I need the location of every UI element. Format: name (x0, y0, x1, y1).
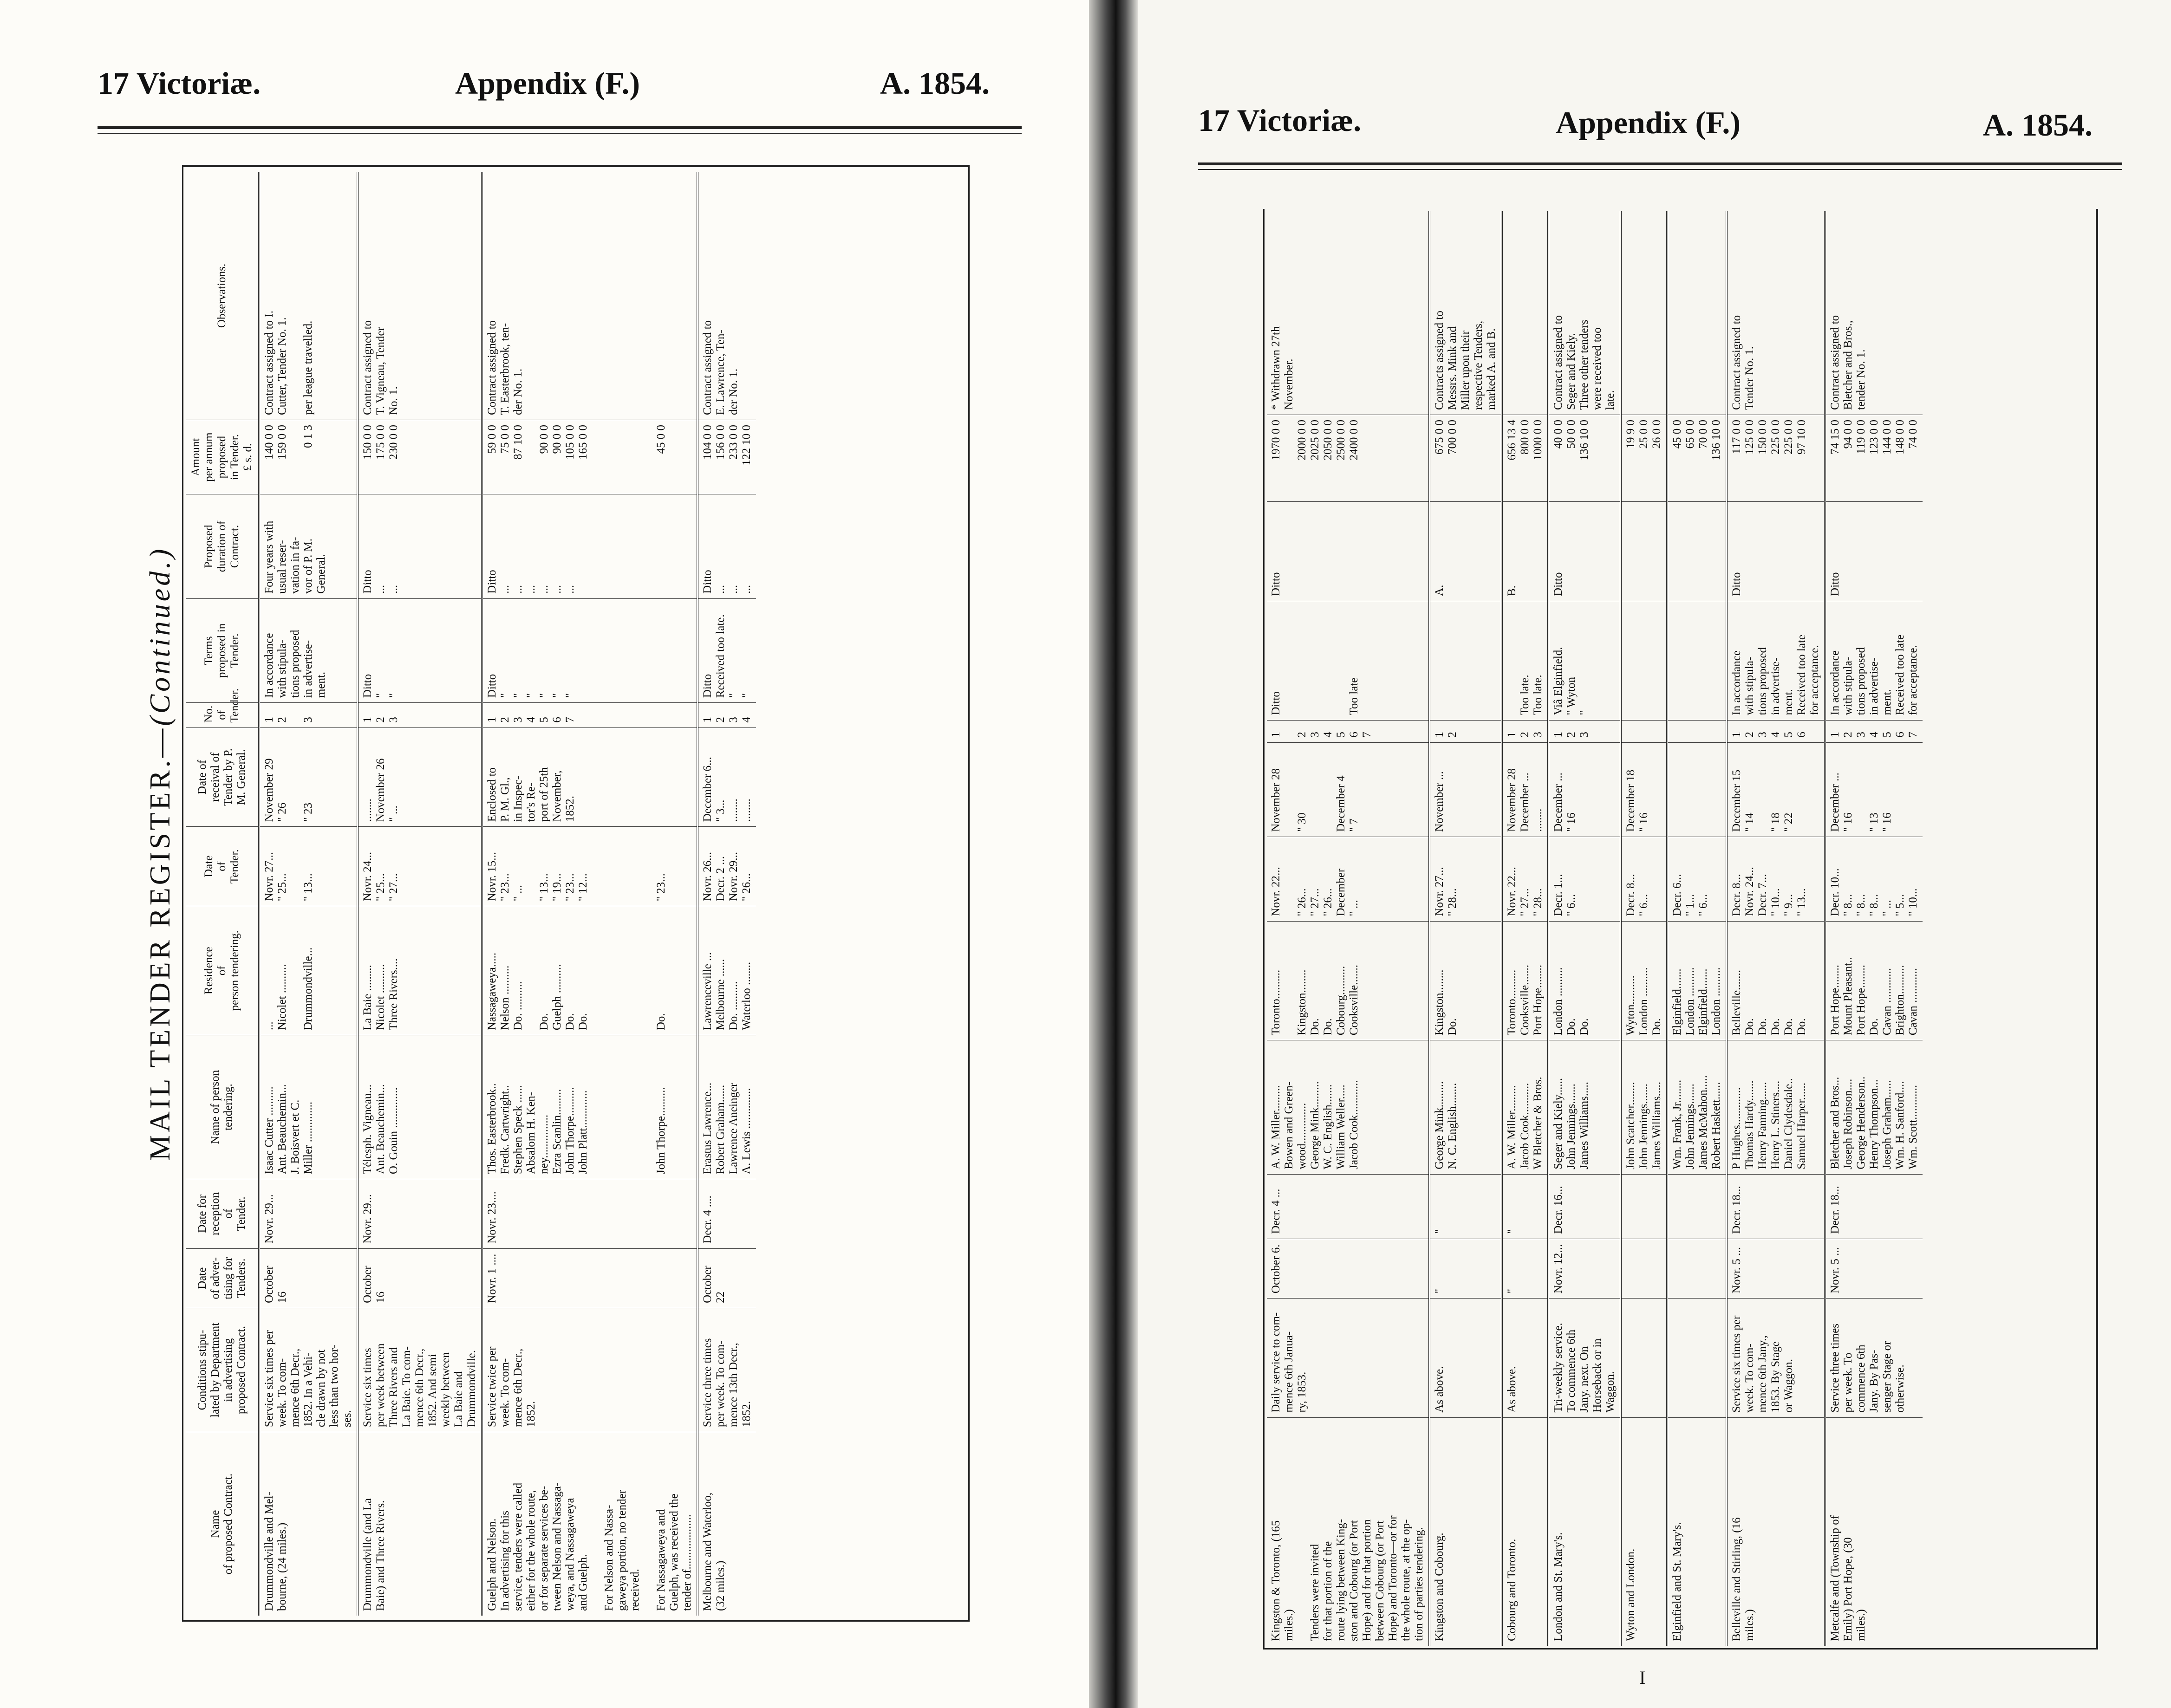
register-cell: Novr. 29... (259, 1179, 358, 1249)
header-rule-right (1198, 162, 2122, 170)
contract-row (358, 172, 482, 1616)
register-cell: " (1429, 1174, 1502, 1239)
register-cell: Service six times per week. To com- mence 6th Jany., 1853. By Stage or Waggon. (1727, 1299, 1825, 1418)
register-cell: Toronto.......... Cooksville....... Port Hope........ (1502, 921, 1548, 1040)
register-cell (1667, 1299, 1727, 1418)
register-cell: Novr. 5 ... (1825, 1239, 1923, 1298)
right-page (1138, 0, 2171, 1708)
contract-row (1667, 211, 1727, 1646)
column-header: Terms proposed in Tender. (186, 598, 259, 702)
register-cell: Télesph. Vigneau... Ant. Beauchemin... O. Gouin .............. (358, 1035, 482, 1179)
register-cell: Toronto.......... Kingston........ Do. Do. Cobourg.......... Cooksville....... (1267, 921, 1429, 1040)
register-cell: 1 2 3 (1502, 720, 1548, 742)
column-header: Date of adver- tising for Tenders. (186, 1248, 259, 1308)
register-cell (1667, 211, 1727, 415)
register-cell (1667, 502, 1727, 601)
register-cell: In accordance with stipula- tions proposed in advertise- ment. Received too late for acceptance. (1825, 601, 1923, 720)
register-cell: November 28 " 30 December 4 " 7 (1267, 742, 1429, 837)
register-cell: 1 2 3 4 (698, 703, 756, 727)
register-cell: 1 2 3 (358, 703, 482, 727)
register-cell (1621, 1174, 1667, 1239)
year-heading: A. 1854. (880, 65, 990, 101)
column-header: Residence of person tendering. (186, 906, 259, 1035)
register-cell: Ditto ... ... (358, 494, 482, 598)
contract-row (259, 172, 358, 1616)
register-cell: Drummondville and Mel- bourne, (24 miles.) (263, 1492, 288, 1611)
register-cell: London .......... Do. Do. (1548, 921, 1621, 1040)
register-cell: Metcalfe and (Township of Emily) Port Hope, (30 miles.) (1825, 1417, 1923, 1646)
register-cell: Viâ Elginfield. " Wyton " (1548, 601, 1621, 720)
register-cell: December 18 " 16 (1621, 742, 1667, 837)
register-cell: 675 0 0 700 0 0 (1429, 415, 1502, 502)
year-heading-right: A. 1854. (1983, 107, 2093, 143)
column-header: Name of person tendering. (186, 1035, 259, 1179)
register-cell (1667, 601, 1727, 720)
register-cell: Decr. 10... " 8... " 8... " 8... " ... " 5... " 10... (1825, 837, 1923, 921)
register-cell: 656 13 4 800 0 0 1000 0 0 (1502, 415, 1548, 502)
register-cell: 1970 0 0 2000 0 0 2025 0 0 2050 0 0 2500 0 0 2400 0 0 (1267, 415, 1429, 502)
right-register-table (1267, 211, 1923, 1646)
register-cell: Kingston and Cobourg. (1429, 1417, 1502, 1646)
column-header: Date of receival of Tender by P. M. General. (186, 727, 259, 827)
column-header: Amount per annum proposed in Tender. £ s. d. (186, 420, 259, 494)
register-cell: Novr. 15... " 23... " ... " 13... " 19... " 23... " 12... " 23... (482, 827, 698, 906)
register-cell: Decr. 8... Novr. 24... Decr. 7... " 10... " 9... " 13... (1727, 837, 1825, 921)
register-cell: 45 0 0 65 0 0 70 0 0 136 10 0 (1667, 415, 1727, 502)
register-cell: Belleville....... Do. Do. Do. Do. Do. (1727, 921, 1825, 1040)
register-cell: 1 2 (1429, 720, 1502, 742)
register-cell (1667, 720, 1727, 742)
register-cell: * Withdrawn 27th November. (1267, 211, 1429, 415)
register-cell: Thos. Easterbrook.. Fredk. Cartwright.. Stephen Speck ...... Absalom H. Ken- ney............... Ezra Scanlin......... John Thorpe.......... John Platt............. John Thorpe.......... (482, 1035, 698, 1179)
register-cell: Novr. 29... (358, 1179, 482, 1249)
register-title-text: MAIL TENDER REGISTER.— (144, 726, 176, 1161)
register-cell: Drummondville (and La Baie) and Three Rivers. (358, 1432, 482, 1616)
register-cell: Ditto Too late (1267, 601, 1429, 720)
register-cell: Elginfield....... London .......... Elginfield....... London .......... (1667, 921, 1727, 1040)
register-cell: 1 2 3 4 5 6 7 (482, 703, 698, 727)
column-header: Date of Tender. (186, 827, 259, 906)
register-cell (1621, 211, 1667, 415)
register-cell: October 16 (358, 1248, 482, 1308)
register-cell: Ditto (1727, 502, 1825, 601)
register-cell: November 28 December ... ........ (1502, 742, 1548, 837)
appendix-heading-right: Appendix (F.) (1556, 105, 1741, 140)
register-cell: Kingston & Toronto, (165 miles.) Tenders were invited for that portion of the route lying between King- ston and Cobourg (or Port Hope) and for that portion between Cobourg (or Port Hope) and Toronto—or for the whole route, at the op- tion of parties tendering. (1270, 1515, 1425, 1641)
register-cell: Novr. 1 .... (482, 1248, 698, 1308)
register-cell: Isaac Cutter .......... Ant. Beauchemin... J. Boisvert et C. Miller .............. (259, 1035, 358, 1179)
register-cell (1621, 1299, 1667, 1418)
left-register-rotated (186, 172, 961, 1616)
appendix-heading: Appendix (F.) (455, 65, 640, 101)
register-cell: Bletcher and Bros... Joseph Robinson.... George Henderson.. Henry Thompson... Joseph Graham...... Wm. H. Sanford.... Wm. Scott............ (1825, 1040, 1923, 1175)
register-cell (1621, 502, 1667, 601)
right-register-body (1267, 211, 1923, 1646)
register-cell (1667, 1239, 1727, 1298)
register-cell: Contract assigned to Seger and Kiely. Three other tenders were received too late. (1548, 211, 1621, 415)
register-cell: Contract assigned to I. Cutter, Tender No. 1. per league travelled. (259, 172, 358, 420)
register-cell: Wyton and London. (1621, 1417, 1667, 1646)
register-cell: B. (1502, 502, 1548, 601)
register-cell: Ditto (1825, 502, 1923, 601)
left-header-row (186, 172, 259, 1616)
register-cell: P Hughes............. Thomas Hardy....... Henry Fanning...... Henry L. Stiners.... Daniel Clydesdale.. Samuel Harper...... (1727, 1040, 1825, 1175)
register-cell: Daily service to com- mence 6th Janua- ry, 1853. (1267, 1299, 1429, 1418)
register-cell: Novr. 5 ... (1727, 1239, 1825, 1298)
contract-row (1267, 211, 1429, 1646)
register-cell: December ... " 16 (1548, 742, 1621, 837)
register-cell: October 16 (259, 1248, 358, 1308)
register-cell: 1 2 3 4 5 6 7 (1825, 720, 1923, 742)
register-cell: John Scatcher........ John Jennings....... James Williams..... (1621, 1040, 1667, 1175)
register-cell: 104 0 0 156 0 0 233 0 0 122 10 0 (698, 420, 756, 494)
register-cell: Too late. Too late. (1502, 601, 1548, 720)
register-cell: Contract assigned to T. Easterbrook, ten- der No. 1. (482, 172, 698, 420)
register-cell: Tri-weekly service. To commence 6th Jany. next. On Horseback or in Waggon. (1548, 1299, 1621, 1418)
register-cell: December 6... " 3... ........ ........ (698, 727, 756, 827)
register-cell: In accordance with stipula- tions proposed in advertise- ment. (259, 598, 358, 702)
register-cell: Novr. 27... " 25... " 13... (259, 827, 358, 906)
register-cell: 1 2 3 4 5 6 (1727, 720, 1825, 742)
register-cell: October 6. (1267, 1239, 1429, 1298)
register-cell: Seger and Kiely...... John Jennings....... James Williams..... (1548, 1040, 1621, 1175)
register-cell: 1 2 3 (259, 703, 358, 727)
register-cell: 74 15 0 94 0 0 119 0 0 123 0 0 144 0 0 148 0 0 74 0 0 (1825, 415, 1923, 502)
contract-row (698, 172, 756, 1616)
register-cell: As above. (1429, 1299, 1502, 1418)
register-cell (1667, 742, 1727, 837)
register-cell: Wyton.......... London .......... Do. (1621, 921, 1667, 1040)
session-heading-right: 17 Victoriæ. (1198, 103, 1362, 138)
register-cell: Ditto ... ... ... ... ... ... (482, 494, 698, 598)
register-cell: Novr. 22... " 27... " 28... (1502, 837, 1548, 921)
register-cell: Guelph and Nelson. In advertising for this service, tenders were called either for the whole route, or for separate services be- tween Nelson and Nassaga- weya, and Nassagaweya and Guelph. For Nelson and Nassa- gaweya portion, no tender received. For Nassagaweya and Guelph, was received the tender of................... (482, 1432, 698, 1616)
register-cell: As above. (1502, 1299, 1548, 1418)
register-cell: Contracts assigned to Messrs. Mink and Miller upon their respective Tenders, marked A. and B. (1429, 211, 1502, 415)
register-cell: 140 0 0 159 0 0 0 1 3 (259, 420, 358, 494)
register-cell: Decr. 18... (1825, 1174, 1923, 1239)
register-cell: 150 0 0 175 0 0 230 0 0 (358, 420, 482, 494)
register-cell: December 15 " 14 " 18 " 22 (1727, 742, 1825, 837)
register-cell: Port Hope........ Mount Pleasant.. Port Hope........ Do. Cavan ............ Brighton.......... Cavan ............ (1825, 921, 1923, 1040)
column-header: Date for reception of Tender. (186, 1179, 259, 1249)
register-cell: Erastus Lawrence... Robert Graham...... Lawrence Aneinger A. Lewis .............. (698, 1035, 756, 1179)
register-title-continued: (Continued.) (144, 546, 176, 726)
register-cell (1621, 1239, 1667, 1298)
register-cell: Four years with usual reser- vation in fa- vor of P. M. General. (259, 494, 358, 598)
register-cell: Service six times per week between Three Rivers and La Baie. To com- mence 6th Decr., 1852. And semi weekly between La Baie and Drummondville. (358, 1308, 482, 1432)
register-cell: Cobourg and Toronto. (1502, 1417, 1548, 1646)
register-cell: Novr. 22... " 26... " 27... " 26... December " ... (1267, 837, 1429, 921)
register-cell: 117 0 0 125 0 0 150 0 0 225 0 0 225 0 0 97 10 0 (1727, 415, 1825, 502)
contract-row (1621, 211, 1667, 1646)
column-header: No. of Tender. (186, 703, 259, 727)
register-cell: December ... " 16 " 13 " 16 (1825, 742, 1923, 837)
register-cell: Ditto (1267, 502, 1429, 601)
column-header: Name of proposed Contract. (186, 1432, 259, 1616)
register-cell: Decr. 1... " 6... (1548, 837, 1621, 921)
register-cell (1621, 601, 1667, 720)
register-cell: Contract assigned to Bletcher and Bros., tender No. 1. (1825, 211, 1923, 415)
register-cell: Belleville and Stirling, (16 miles.) (1727, 1417, 1825, 1646)
register-cell: Decr. 4 ... (1267, 1174, 1429, 1239)
register-cell: Nassagaweya..... Nelson .......... Do. .......... Do. Guelph .......... Do. Do. Do. (482, 906, 698, 1035)
register-cell: " (1502, 1174, 1548, 1239)
session-heading: 17 Victoriæ. (98, 65, 261, 101)
register-cell: Novr. 23.... (482, 1179, 698, 1249)
register-cell: Contract assigned to E. Lawrence, Ten- der No. 1. (698, 172, 756, 420)
register-cell (1502, 211, 1548, 415)
register-cell: Ditto (1548, 502, 1621, 601)
register-cell: 59 0 0 75 0 0 87 10 0 90 0 0 90 0 0 105 0 0 165 0 0 45 0 0 (482, 420, 698, 494)
register-cell: Ditto ... ... ... (698, 494, 756, 598)
register-cell: A. W. Miller......... Jacob Cook........... W Bletcher & Bros. (1502, 1040, 1548, 1175)
register-cell (1429, 601, 1502, 720)
register-cell: Novr. 12... (1548, 1239, 1621, 1298)
register-cell: Wm. Frank, Jr........ John Jennings....... James McMahon..... Robert Haskett...... (1667, 1040, 1727, 1175)
register-cell: Contract assigned to T. Vigneau, Tender No. 1. (358, 172, 482, 420)
register-cell: La Baie ......... Nicolet .......... Three Rivers.... (358, 906, 482, 1035)
register-cell: Ditto " " (358, 598, 482, 702)
register-cell: " (1502, 1239, 1548, 1298)
register-cell: 1 2 3 4 5 6 7 (1267, 720, 1429, 742)
register-cell: Enclosed to P. M. Gl., in Inspec- tor's Re- port of 25th November, 1852. (482, 727, 698, 827)
register-cell (1621, 720, 1667, 742)
contract-row (1727, 211, 1825, 1646)
register-cell: October 22 (698, 1248, 756, 1308)
contract-row (1548, 211, 1621, 1646)
header-rule (98, 126, 1022, 134)
column-header: Observations. (186, 172, 259, 420)
register-cell: Kingston........ Do. (1429, 921, 1502, 1040)
register-cell: Service three times per week. To com- mence 13th Decr., 1852. (698, 1308, 756, 1432)
column-header: Conditions stipu- lated by Department in advertising proposed Contract. (186, 1308, 259, 1432)
register-cell: ... Nicolet .......... Drummondville... (259, 906, 358, 1035)
register-cell: Decr. 18... (1727, 1174, 1825, 1239)
contract-row (1502, 211, 1548, 1646)
register-cell: Elginfield and St. Mary's. (1667, 1417, 1727, 1646)
contract-row (482, 172, 698, 1616)
register-cell: ........ November 26 " ... (358, 727, 482, 827)
column-header: Proposed duration of Contract. (186, 494, 259, 598)
register-cell: A. W. Miller......... Bowen and Green- wood.............. George Mink......... W. C. English....... William Weller..... Jacob Cook............ (1267, 1040, 1429, 1175)
register-cell: Melbourne and Waterloo, (32 miles.) (698, 1432, 756, 1616)
register-cell: Decr. 16... (1548, 1174, 1621, 1239)
register-cell: London and St. Mary's. (1548, 1417, 1621, 1646)
register-cell: 40 0 0 50 0 0 136 10 0 (1548, 415, 1621, 502)
register-cell: November 29 " 26 " 23 (259, 727, 358, 827)
register-cell: In accordance with stipula- tions proposed in advertise- ment. Received too late for acceptance. (1727, 601, 1825, 720)
left-register-table (186, 172, 756, 1616)
right-register-rotated (1267, 211, 2093, 1646)
page-folio: I (1639, 1667, 1646, 1688)
register-cell: Ditto " " " " " " (482, 598, 698, 702)
register-cell: Service six times per week. To com- mence 6th Decr., 1852. In a Vehi- cle drawn by not less than two hor- ses. (259, 1308, 358, 1432)
register-cell: Decr. 6... " 1... " 6... (1667, 837, 1727, 921)
contract-row (1429, 211, 1502, 1646)
contract-row (1825, 211, 1923, 1646)
book-spine (1089, 0, 1138, 1708)
register-cell: Decr. 8... " 6... (1621, 837, 1667, 921)
register-cell: George Mink......... N. C. English........ (1429, 1040, 1502, 1175)
register-cell: Decr. 4 .... (698, 1179, 756, 1249)
left-register-body (259, 172, 756, 1616)
register-cell: 19 9 0 25 0 0 26 0 0 (1621, 415, 1667, 502)
register-cell: 1 2 3 (1548, 720, 1621, 742)
register-cell: Contract assigned to Tender No. 1. (1727, 211, 1825, 415)
register-title (144, 546, 177, 1161)
register-cell: " (1429, 1239, 1502, 1298)
register-cell (1667, 1174, 1727, 1239)
register-cell: Service three times per week. To commence 6th Jany. By Pas- senger Stage or otherwise. (1825, 1299, 1923, 1418)
register-cell: Novr. 27... " 28... (1429, 837, 1502, 921)
register-cell: A. (1429, 502, 1502, 601)
register-cell: Ditto Received too late. " " (698, 598, 756, 702)
register-cell: Novr. 24... " 25... " 27... (358, 827, 482, 906)
register-cell: Service twice per week. To com- mence 6th Decr., 1852. (482, 1308, 698, 1432)
register-cell: Lawrenceville ... Melbourne ...... Do. .......... Waterloo ........ (698, 906, 756, 1035)
register-cell: November ... (1429, 742, 1502, 837)
register-cell: Novr. 26... Decr. 2 ... Novr. 29... " 26... (698, 827, 756, 906)
